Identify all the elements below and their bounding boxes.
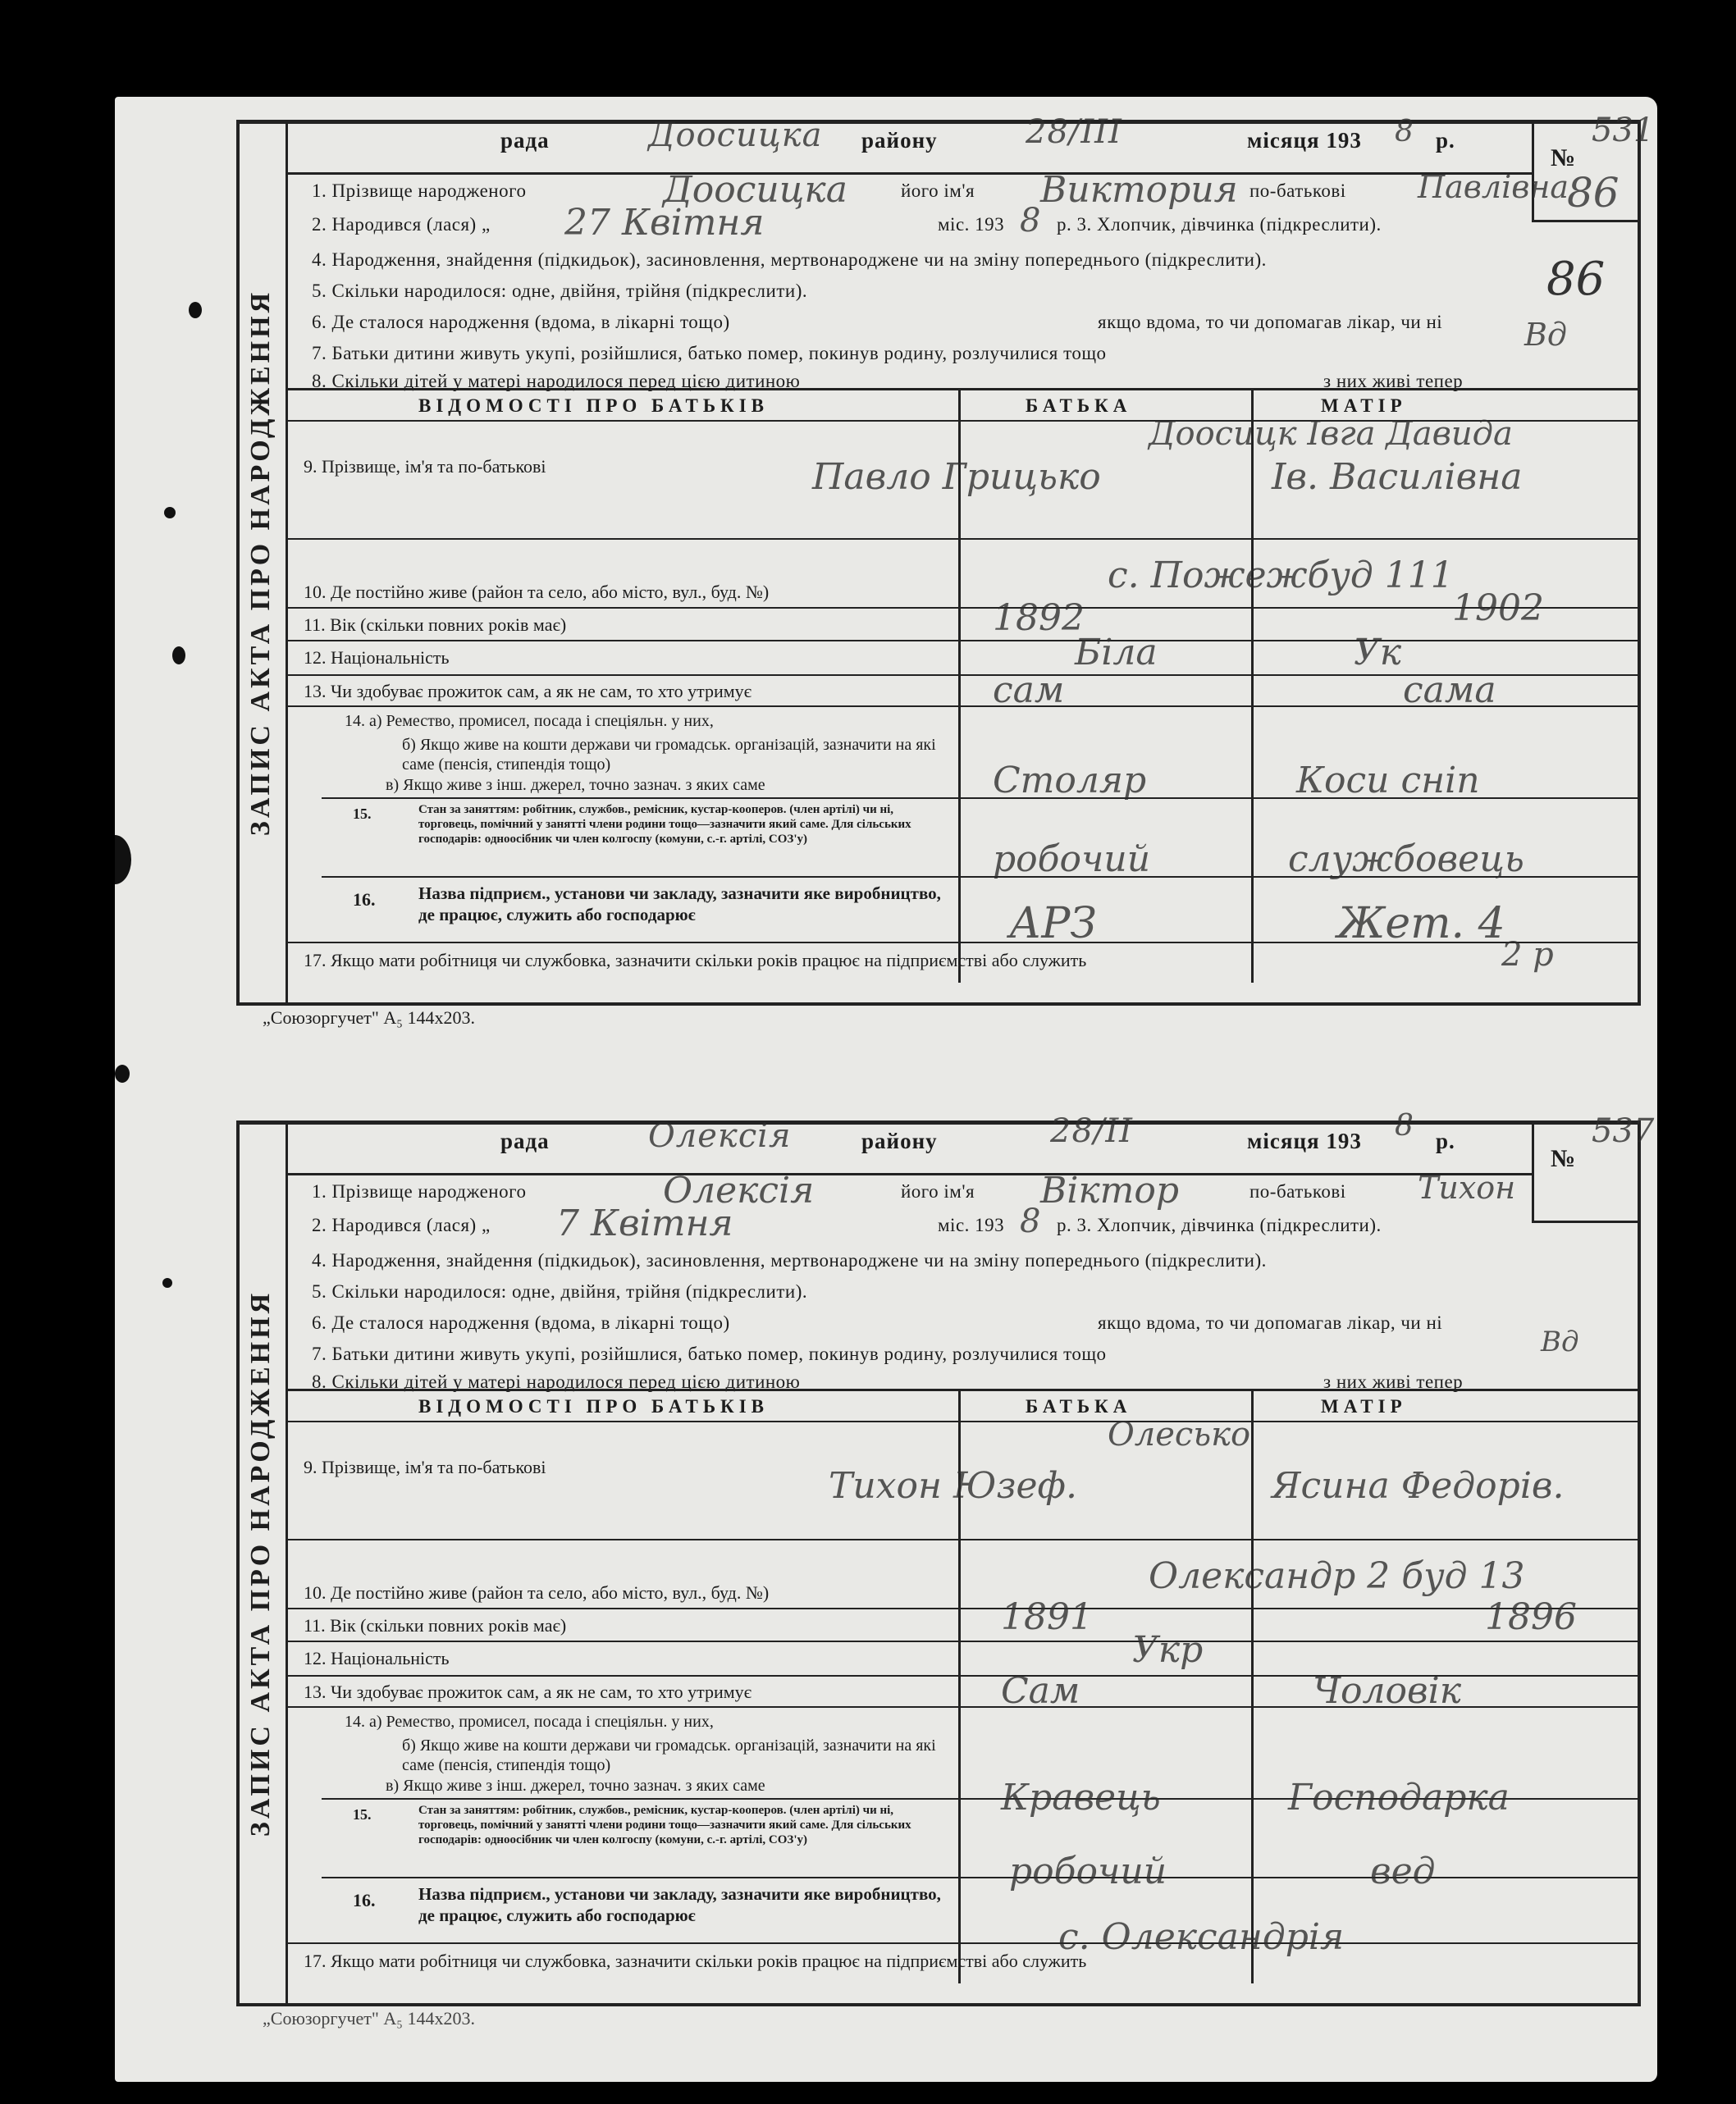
row-13: 13. Чи здобуває прожиток сам, а як не сам, то хто утримує — [304, 681, 752, 701]
form-footer: „Союзоргучет" А₅ 144х203. — [263, 2008, 475, 2029]
col-father: БАТЬКА — [1026, 395, 1132, 416]
hw-number: 537 — [1592, 1112, 1655, 1150]
hw-mother-nat: Ук — [1354, 632, 1402, 673]
side-panel — [236, 120, 288, 1006]
hw-father-age: 1891 — [1001, 1596, 1093, 1638]
year-suffix: р. — [1436, 128, 1455, 153]
line-4: 4. Народження, знайдення (підкидьок), засиновлення, мертвонароджене чи на зміну попереднього (підкреслити). — [312, 249, 1267, 270]
hw-father-status: робочий — [993, 838, 1151, 880]
form-header — [287, 1109, 1534, 1175]
punch-hole — [172, 646, 185, 664]
hw-father-work: с. Олександрія — [1058, 1916, 1345, 1958]
birth-record-form-2 — [236, 1109, 1655, 2006]
hw-name: Виктория — [1040, 169, 1238, 211]
line-8b: з них живі тепер — [1323, 1371, 1464, 1392]
hw-father-self: Сам — [1001, 1670, 1080, 1712]
line-8a: 8. Скільки дітей у матері народилося перед цією дитиною — [312, 371, 801, 391]
row-16-num: 16. — [353, 889, 376, 910]
row-16: Назва підприєм., установи чи закладу, зазначити яке виробництво, де працює, служить або господарює — [418, 883, 941, 924]
line-1: 1. Прізвище народженого — [312, 1181, 527, 1202]
month-label: місяця 193 — [1247, 128, 1362, 153]
col-mother: МАТІР — [1321, 395, 1407, 416]
row-12: 12. Національність — [304, 1648, 450, 1668]
rayonu-label: району — [861, 128, 938, 153]
stamp-number: 86 — [1546, 253, 1606, 306]
line-5: 5. Скільки народилося: одне, двійня, трійня (підкреслити). — [312, 1281, 808, 1302]
row-11: 11. Вік (скільки повних років має) — [304, 614, 567, 635]
hw-mother-age: 1902 — [1452, 587, 1544, 629]
hw-year: 8 — [1395, 1109, 1414, 1143]
hw-father-age: 1892 — [993, 597, 1085, 639]
hw-years: 2 р — [1501, 936, 1554, 974]
line-2c: р. 3. Хлопчик, дівчинка (підкреслити). — [1057, 1215, 1382, 1235]
hw-number2: 86 — [1567, 169, 1620, 217]
hw-day: 28/III — [1026, 113, 1122, 151]
month-label: місяця 193 — [1247, 1129, 1362, 1153]
line-1c: по-батькові — [1249, 180, 1346, 201]
line-6b: якщо вдома, то чи допомагав лікар, чи ні — [1098, 312, 1443, 332]
row-13: 13. Чи здобуває прожиток сам, а як не сам, то хто утримує — [304, 1682, 752, 1702]
hw-mother-surname: Олесько — [1108, 1416, 1251, 1454]
parents-table — [287, 1389, 1641, 1983]
side-label: ЗАПИС АКТА ПРО НАРОДЖЕННЯ — [245, 289, 276, 837]
hw-surname: Доосицка — [663, 169, 847, 211]
punch-hole — [115, 1065, 130, 1083]
row-14b: б) Якщо живе на кошти держави чи громадськ. організацій, зазначити на які саме (пенсія, стипендія тощо) — [402, 736, 936, 774]
punch-hole — [164, 507, 176, 518]
hw-mother-job: Господарка — [1288, 1777, 1510, 1819]
row-14c: в) Якщо живе з інш. джерел, точно зазнач. з яких саме — [386, 776, 765, 794]
hw-father-job: Кравець — [1001, 1777, 1161, 1819]
hw-place: Вд — [1524, 317, 1568, 353]
col-mother: МАТІР — [1321, 1396, 1407, 1417]
row-14b: б) Якщо живе на кошти держави чи громадськ. організацій, зазначити на які саме (пенсія, стипендія тощо) — [402, 1737, 936, 1774]
hw-father-job: Столяр — [993, 760, 1147, 801]
document-page — [115, 97, 1657, 2082]
hw-father-name: Тихон Юзеф. — [829, 1465, 1077, 1507]
hw-number: 531 — [1592, 112, 1655, 149]
hw-name: Віктор — [1040, 1170, 1180, 1212]
line-2a: 2. Народився (лася) „ — [312, 1215, 491, 1235]
row-14a: 14. а) Ремество, промисел, посада і спеціяльн. у них, — [345, 712, 714, 730]
line-6b: якщо вдома, то чи допомагав лікар, чи ні — [1098, 1312, 1443, 1333]
form-header — [287, 113, 1534, 175]
hw-address: с. Пожежбуд 111 — [1108, 555, 1454, 596]
col-father: БАТЬКА — [1026, 1396, 1132, 1417]
line-1: 1. Прізвище народженого — [312, 180, 527, 201]
row-14c: в) Якщо живе з інш. джерел, точно зазнач. з яких саме — [386, 1777, 765, 1795]
line-2a: 2. Народився (лася) „ — [312, 214, 491, 235]
line-2b: міс. 193 — [938, 1215, 1005, 1235]
row-16-num: 16. — [353, 1890, 376, 1910]
row-9: 9. Прізвище, ім'я та по-батькові — [304, 456, 546, 477]
row-17: 17. Якщо мати робітниця чи службовка, зазначити скільки років працює на підприємстві або служить — [304, 1951, 1087, 1971]
hw-father-nat: Біла — [1075, 632, 1158, 673]
row-10: 10. Де постійно живе (район та село, або місто, вул., буд. №) — [304, 1582, 770, 1603]
number-label: № — [1551, 144, 1576, 171]
row-11: 11. Вік (скільки повних років має) — [304, 1615, 567, 1636]
row-15: Стан за заняттям: робітник, службов., ремісник, кустар-кооперов. (член артілі) чи ні, торговець, помічний у занятті члени родини тощо—зазначити який саме. Для сільських господарів: одноосібник чи член колгоспу (комуни, с.-г. артілі, СОЗ'у) — [418, 1804, 911, 1846]
hw-mother-self: Чоловік — [1313, 1670, 1461, 1712]
hw-day: 28/II — [1050, 1112, 1133, 1150]
hw-year2: 8 — [1020, 1203, 1041, 1240]
hw-nat: Укр — [1132, 1629, 1204, 1671]
rayonu-label: району — [861, 1129, 938, 1153]
hw-mother-surname: Доосицк Івга Давида — [1149, 415, 1513, 453]
hw-mother-name: Ясина Федорів. — [1272, 1465, 1565, 1507]
row-12: 12. Національність — [304, 647, 450, 668]
hw-year2: 8 — [1020, 202, 1041, 240]
year-suffix: р. — [1436, 1129, 1455, 1153]
form-footer: „Союзоргучет" А₅ 144х203. — [263, 1007, 475, 1028]
side-label: ЗАПИС АКТА ПРО НАРОДЖЕННЯ — [245, 1289, 276, 1837]
row-14a: 14. а) Ремество, промисел, посада і спеціяльн. у них, — [345, 1713, 714, 1731]
line-2b: міс. 193 — [938, 214, 1005, 235]
line-4: 4. Народження, знайдення (підкидьок), засиновлення, мертвонароджене чи на зміну попереднього (підкреслити). — [312, 1250, 1267, 1271]
hw-village: Олексія — [648, 1117, 792, 1155]
hw-patronymic: Павлівна — [1418, 169, 1569, 205]
line-6a: 6. Де сталося народження (вдома, в лікарні тощо) — [312, 312, 730, 332]
line-7: 7. Батьки дитини живуть укупі, розійшлися, батько помер, покинув родину, розлучилися тощо — [312, 1344, 1107, 1364]
rada-label: рада — [500, 1129, 550, 1153]
hw-year: 8 — [1395, 115, 1414, 148]
row-10: 10. Де постійно живе (район та село, або місто, вул., буд. №) — [304, 582, 770, 602]
line-1b: його ім'я — [901, 180, 975, 201]
parents-table — [287, 388, 1641, 983]
punch-hole — [115, 835, 131, 884]
punch-hole — [162, 1278, 172, 1288]
hw-mother-name: Ів. Василівна — [1272, 456, 1523, 498]
row-9: 9. Прізвище, ім'я та по-батькові — [304, 1457, 546, 1477]
hw-patronymic: Тихон — [1418, 1170, 1516, 1206]
rada-label: рада — [500, 128, 550, 153]
hw-birth: 27 Квітня — [564, 202, 765, 244]
side-panel — [236, 1120, 288, 2006]
line-1b: його ім'я — [901, 1181, 975, 1202]
col-info: ВІДОМОСТІ ПРО БАТЬКІВ — [418, 1396, 769, 1417]
hw-father-status: робочий — [1009, 1851, 1167, 1892]
hw-place: Вд — [1541, 1326, 1579, 1358]
hw-mother-self: сама — [1403, 669, 1496, 711]
birth-record-form-1 — [236, 112, 1655, 1006]
line-7: 7. Батьки дитини живуть укупі, розійшлися, батько помер, покинув родину, розлучилися тощо — [312, 343, 1107, 363]
hw-village: Доосицка — [648, 116, 823, 154]
line-6a: 6. Де сталося народження (вдома, в лікарні тощо) — [312, 1312, 730, 1333]
line-1c: по-батькові — [1249, 1181, 1346, 1202]
line-5: 5. Скільки народилося: одне, двійня, трійня (підкреслити). — [312, 281, 808, 301]
hw-surname: Олексія — [663, 1170, 815, 1212]
line-8b: з них живі тепер — [1323, 371, 1464, 391]
hw-mother-age: 1896 — [1485, 1596, 1577, 1638]
line-2c: р. 3. Хлопчик, дівчинка (підкреслити). — [1057, 214, 1382, 235]
punch-hole — [189, 302, 202, 318]
hw-address: Олександр 2 буд 13 — [1149, 1555, 1525, 1597]
row-15: Стан за заняттям: робітник, службов., ремісник, кустар-кооперов. (член артілі) чи ні, торговець, помічний у занятті члени родини тощо—зазначити який саме. Для сільських господарів: одноосібник чи член колгоспу (комуни, с.-г. артілі, СОЗ'у) — [418, 803, 911, 846]
record-number-box — [1532, 1112, 1655, 1223]
hw-mother-job: Коси сніп — [1296, 760, 1480, 801]
line-8a: 8. Скільки дітей у матері народилося перед цією дитиною — [312, 1371, 801, 1392]
col-info: ВІДОМОСТІ ПРО БАТЬКІВ — [418, 395, 769, 416]
row-16: Назва підприєм., установи чи закладу, зазначити яке виробництво, де працює, служить або господарює — [418, 1884, 941, 1925]
hw-mother-status: службовець — [1288, 838, 1524, 880]
hw-father-self: сам — [993, 669, 1065, 711]
row-17: 17. Якщо мати робітниця чи службовка, зазначити скільки років працює на підприємстві або служить — [304, 950, 1087, 970]
hw-mother-status: вед — [1370, 1851, 1436, 1892]
hw-father-name: Павло Грицько — [812, 456, 1101, 498]
hw-father-work: АРЗ — [1009, 899, 1097, 948]
hw-birth: 7 Квітня — [556, 1203, 733, 1244]
number-label: № — [1551, 1145, 1576, 1172]
row-15-num: 15. — [353, 806, 372, 822]
row-15-num: 15. — [353, 1806, 372, 1823]
hw-mother-work: Жет. 4 — [1337, 899, 1505, 948]
